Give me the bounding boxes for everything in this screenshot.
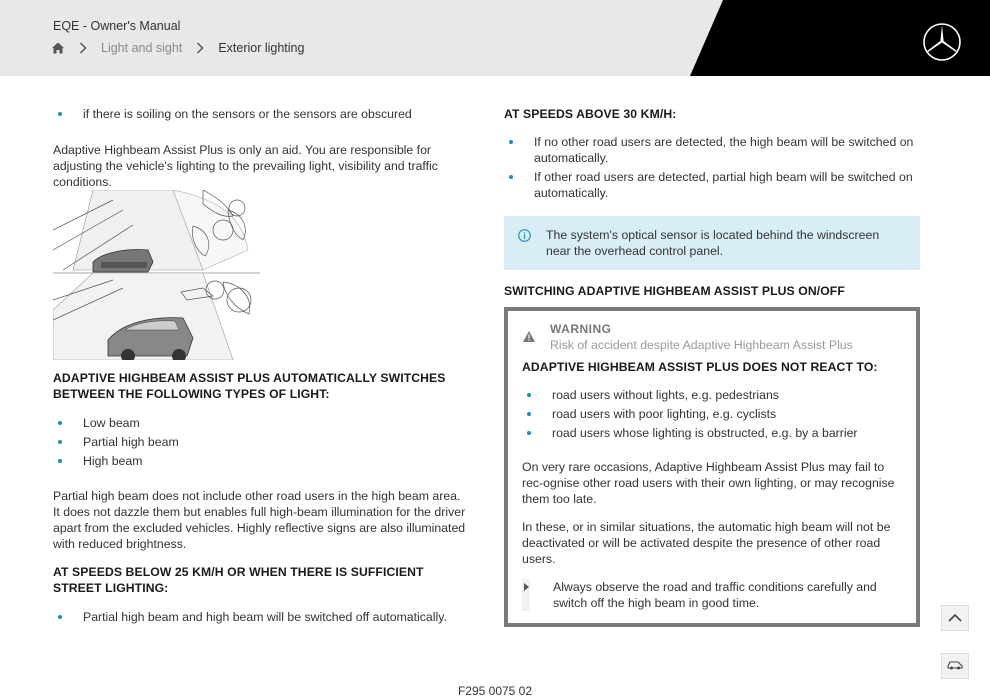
action-arrow-icon (522, 579, 530, 611)
list-item: If other road users are detected, partial high beam will be switched on automatically. (504, 169, 920, 201)
heading-speeds-above: AT SPEEDS ABOVE 30 KM/H: (504, 107, 677, 121)
highbeam-illustration (53, 190, 260, 360)
list-item: High beam (53, 453, 469, 469)
app-title: EQE - Owner's Manual (53, 19, 181, 33)
list-item: Low beam (53, 415, 469, 431)
list-item: road users with poor lighting, e.g. cyclists (522, 406, 902, 422)
home-icon[interactable] (51, 41, 65, 55)
car-icon (947, 657, 963, 675)
car-view-button[interactable] (941, 653, 969, 679)
warning-paragraph-2: In these, or in similar situations, the automatic high beam will not be deactivated or will be activated despite the presence of other road users. (522, 520, 891, 566)
right-column (504, 100, 920, 627)
warning-title: WARNING (550, 322, 612, 336)
header-bar (0, 0, 990, 76)
scroll-to-top-button[interactable] (941, 605, 969, 631)
left-column (53, 100, 469, 190)
warning-paragraph-1: On very rare occasions, Adaptive Highbeam Assist Plus may fail to rec-ognise other road users with their own lighting, or may recognise them too late. (522, 460, 895, 506)
warning-header (522, 321, 902, 353)
scroll-to-top-icon (948, 609, 962, 627)
info-box (504, 216, 920, 270)
paragraph-aid-notice: Adaptive Highbeam Assist Plus is only an aid. You are responsible for adjusting the vehicle's lighting to the prevailing light, visibility and traffic conditions. (53, 143, 438, 189)
warning-box (504, 307, 920, 627)
info-icon (518, 229, 531, 242)
light-types-list (53, 415, 469, 469)
breadcrumb-item-exterior-lighting: Exterior lighting (218, 41, 305, 55)
speed-above-list (504, 134, 920, 201)
warning-action-text: Always observe the road and traffic conditions carefully and switch off the high beam in good time. (553, 580, 877, 610)
heading-speeds-below: AT SPEEDS BELOW 25 KM/H OR WHEN THERE IS SUFFICIENT STREET LIGHTING: (53, 565, 424, 595)
list-item: road users without lights, e.g. pedestrians (522, 387, 902, 403)
left-column-lower (53, 370, 469, 628)
list-item: If no other road users are detected, the high beam will be switched on automatically. (504, 134, 920, 166)
warning-heading: ADAPTIVE HIGHBEAM ASSIST PLUS DOES NOT REACT TO: (522, 360, 878, 374)
figure-code: F295 0075 02 (457, 684, 533, 698)
warning-list (522, 387, 902, 441)
paragraph-partial-high-beam: Partial high beam does not include other road users in the high beam area. It does not dazzle them but enables full high-beam illumination for the driver apart from the excluded vehicles. Highly reflective signs are also illuminated with reduced brightness. (53, 489, 466, 551)
warning-action (522, 579, 902, 611)
warning-triangle-icon (522, 330, 536, 343)
list-item: Partial high beam and high beam will be switched off automatically. (53, 609, 469, 625)
breadcrumb-item-light-and-sight[interactable]: Light and sight (101, 41, 183, 55)
chevron-right-icon (79, 42, 87, 54)
warning-subtitle: Risk of accident despite Adaptive Highbeam Assist Plus (550, 338, 853, 352)
mercedes-star-logo[interactable] (922, 22, 962, 62)
info-text: The system's optical sensor is located behind the windscreen near the overhead control panel. (546, 228, 880, 258)
list-item: road users whose lighting is obstructed, e.g. by a barrier (522, 425, 902, 441)
breadcrumb (51, 41, 304, 55)
list-item: Partial high beam (53, 434, 469, 450)
heading-switching: SWITCHING ADAPTIVE HIGHBEAM ASSIST PLUS ON/OFF (504, 284, 845, 298)
list-item: if there is soiling on the sensors or the sensors are obscured (53, 106, 469, 122)
heading-auto-switch: ADAPTIVE HIGHBEAM ASSIST PLUS AUTOMATICALLY SWITCHES BETWEEN THE FOLLOWING TYPES OF LIGHT: (53, 371, 446, 401)
chevron-right-icon (196, 42, 204, 54)
